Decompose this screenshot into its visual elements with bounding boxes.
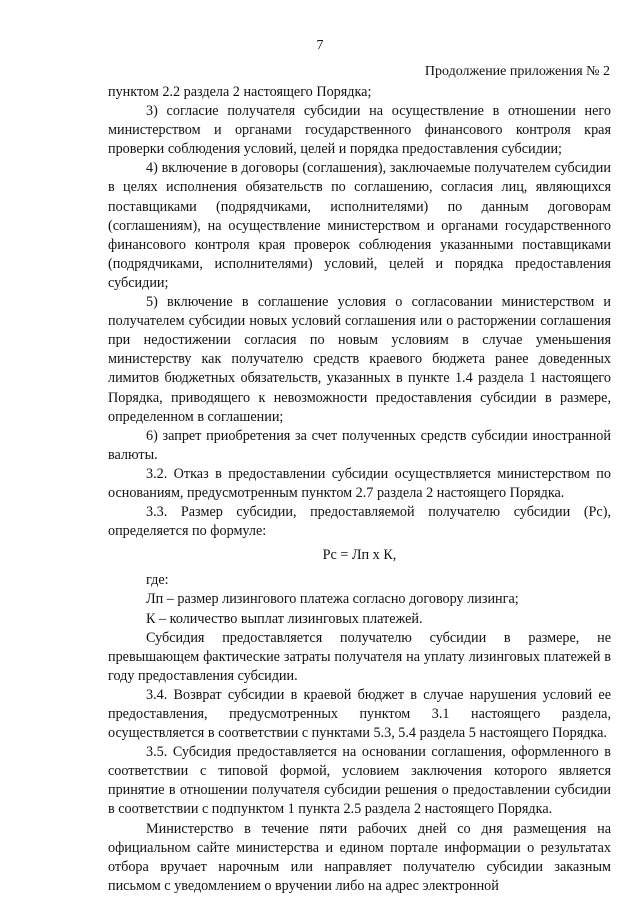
formula-definition-k: К – количество выплат лизинговых платежей. — [146, 610, 423, 627]
formula-where: где: — [146, 572, 169, 589]
paragraph-3-3: 3.3. Размер субсидии, предоставляемой получателю субсидии (Рс), определяется по формуле: — [108, 504, 611, 540]
paragraph-item-3: 3) согласие получателя субсидии на осуществление в отношении него министерством и органами государственного финансового контроля края проверки соблюдения условий, целей и порядка предоставления субсидии; — [108, 103, 611, 158]
page-number: 7 — [316, 38, 324, 53]
formula-definition-lp: Лп – размер лизингового платежа согласно договору лизинга; — [146, 591, 519, 608]
paragraph-item-4: 4) включение в договоры (соглашения), заключаемые получателем субсидии в целях исполнения обязательств по соглашению, согласия лиц, являющихся поставщиками (подрядчиками, исполнителями) по данным договорам (соглашениям), на осуществление министерством и органами государственного финансового контроля края проверок соблюдения указанными поставщиками (подрядчиками, исполнителями) условий, целей и порядка предоставления субсидии; — [108, 160, 611, 291]
paragraph-3-4: 3.4. Возврат субсидии в краевой бюджет в случае нарушения условий ее предоставления, предусмотренных пунктом 3.1 настоящего раздела, осуществляется в соответствии с пунктами 5.3, 5.4 раздела 5 настоящего Порядка. — [108, 686, 611, 742]
paragraph-3-5: 3.5. Субсидия предоставляется на основании соглашения, оформленного в соответствии с типовой формой, условием заключения которого является принятие в отношении получателя субсидии решения о предоставлении субсидии в соответствии с подпунктом 1 пункта 2.5 раздела 2 настоящего Порядка. — [108, 744, 611, 818]
paragraph-item-5: 5) включение в соглашение условия о согласовании министерством и получателем субсидии новых условий соглашения или о расторжении соглашения при недостижении согласия по новым условиям в случае уменьшения министерству как получателю средств краевого бюджета ранее доведенных лимитов бюджетных обязательств, указанных в пункте 1.4 раздела 1 настоящего Порядка, приводящего к невозможности предоставления субсидии в размере, определенном в соглашении; — [108, 294, 611, 425]
paragraph-item-6: 6) запрет приобретения за счет полученных средств субсидии иностранной валюты. — [108, 427, 611, 463]
document-body — [108, 83, 611, 896]
paragraph-subsidy-limit: Субсидия предоставляется получателю субсидии в размере, не превышающем фактические затраты получателя на уплату лизинговых платежей в году предоставления субсидии. — [108, 629, 611, 684]
paragraph-continuation: пунктом 2.2 раздела 2 настоящего Порядка; — [108, 84, 372, 100]
paragraph-ministry-notice: Министерство в течение пяти рабочих дней со дня размещения на официальном сайте министерства и едином портале информации о результатах отбора вручает нарочным или направляет получателю субсидии заказным письмом с уведомлением о вручении либо на адрес электронной — [108, 820, 611, 894]
paragraph-3-2: 3.2. Отказ в предоставлении субсидии осуществляется министерством по основаниям, предусмотренным пунктом 2.7 раздела 2 настоящего Порядка. — [108, 465, 611, 501]
appendix-continuation-label: Продолжение приложения № 2 — [424, 64, 610, 79]
subsidy-formula: Рс = Лп х К, — [322, 547, 397, 564]
